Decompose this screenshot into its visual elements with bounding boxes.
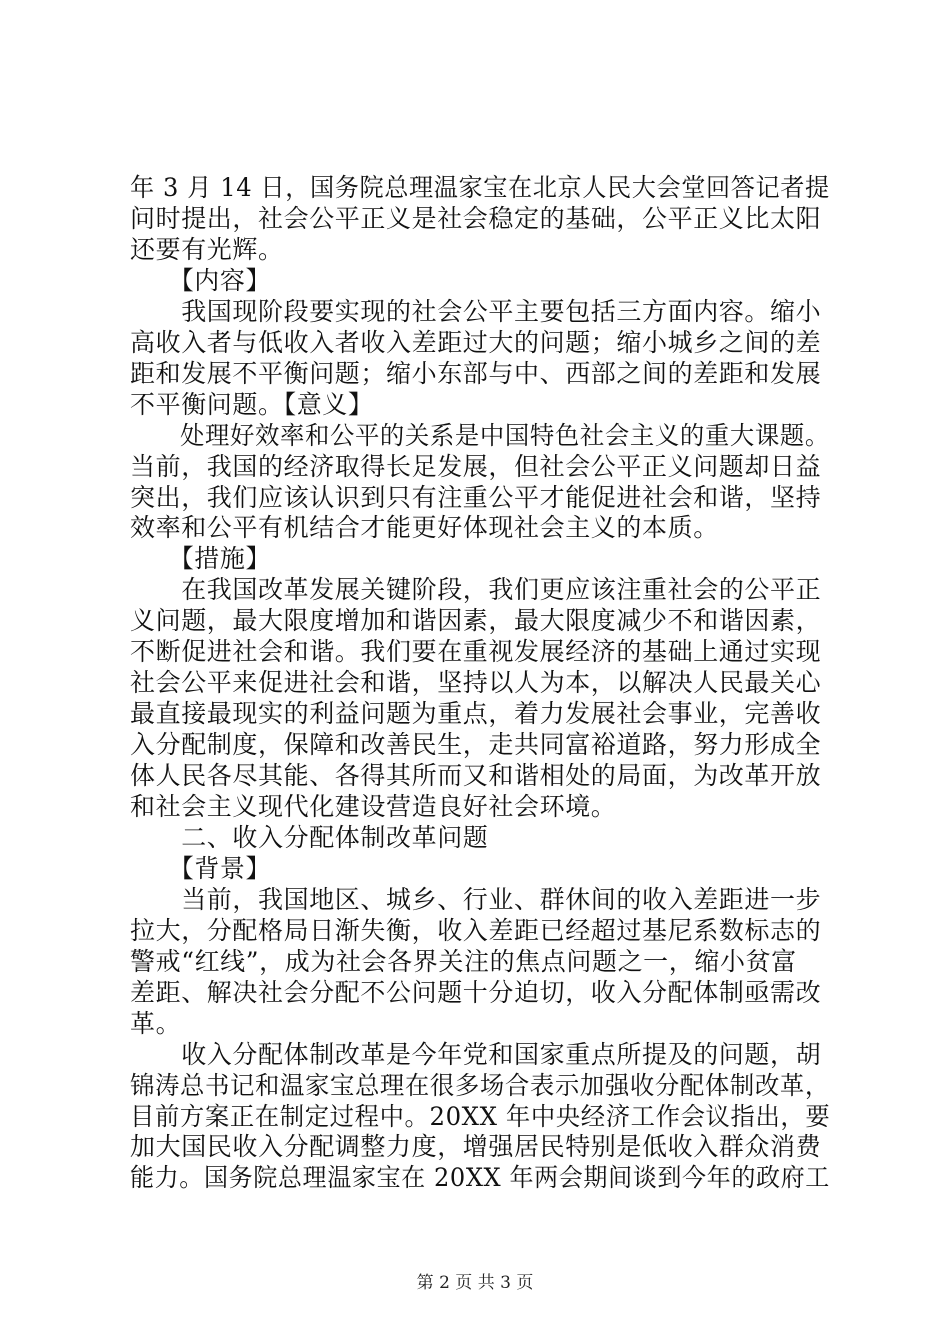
text-line: 距和发展不平衡问题；缩小东部与中、西部之间的差距和发展 xyxy=(130,358,822,388)
text-line: 和社会主义现代化建设营造良好社会环境。 xyxy=(130,792,617,821)
text-line: 【内容】 xyxy=(130,265,272,295)
text-line: 突出，我们应该认识到只有注重公平才能促进社会和谐，坚持 xyxy=(130,482,822,512)
text-line: 目前方案正在制定过程中。20XX 年中央经济工作会议指出，要 xyxy=(130,1101,831,1131)
text-line: 社会公平来促进社会和谐，坚持以人为本，以解决人民最关心 xyxy=(130,668,822,698)
text-line: 不平衡问题。【意义】 xyxy=(130,389,374,419)
text-line: 入分配制度，保障和改善民生，走共同富裕道路，努力形成全 xyxy=(130,730,822,760)
text-line: 义问题，最大限度增加和谐因素，最大限度减少不和谐因素， xyxy=(130,606,822,636)
text-line: 【背景】 xyxy=(130,853,272,883)
text-line: 不断促进社会和谐。我们要在重视发展经济的基础上通过实现 xyxy=(130,637,822,667)
page-footer: 第 2 页 共 3 页 xyxy=(416,1273,534,1293)
text-line: 革。 xyxy=(130,1008,182,1038)
text-line: 能力。国务院总理温家宝在 20XX 年两会期间谈到今年的政府工 xyxy=(130,1163,830,1193)
text-line: 当前，我国的经济取得长足发展，但社会公平正义问题却日益 xyxy=(130,451,822,481)
text-line: 收入分配体制改革是今年党和国家重点所提及的问题，胡 xyxy=(130,1039,822,1069)
text-line: 体人民各尽其能、各得其所而又和谐相处的局面，为改革开放 xyxy=(130,761,822,791)
text-line: 【措施】 xyxy=(130,544,272,574)
text-line: 高收入者与低收入者收入差距过大的问题；缩小城乡之间的差 xyxy=(130,327,822,357)
text-line: 还要有光辉。 xyxy=(130,234,284,264)
text-line: 二、收入分配体制改革问题 xyxy=(130,822,489,852)
text-line: 差距、解决社会分配不公问题十分迫切，收入分配体制亟需改 xyxy=(130,977,822,1007)
text-line: 效率和公平有机结合才能更好体现社会主义的本质。 xyxy=(130,513,719,543)
text-line: 拉大，分配格局日渐失衡，收入差距已经超过基尼系数标志的 xyxy=(130,915,822,945)
text-line: 加大国民收入分配调整力度，增强居民特别是低收入群众消费 xyxy=(130,1132,822,1162)
text-line: 我国现阶段要实现的社会公平主要包括三方面内容。缩小 xyxy=(130,296,822,326)
text-line: 最直接最现实的利益问题为重点，着力发展社会事业，完善收 xyxy=(130,699,822,729)
text-line: 在我国改革发展关键阶段，我们更应该注重社会的公平正 xyxy=(130,575,822,605)
text-line: 锦涛总书记和温家宝总理在很多场合表示加强收分配体制改革， xyxy=(130,1070,830,1100)
text-line: 处理好效率和公平的关系是中国特色社会主义的重大课题。 xyxy=(130,420,830,450)
text-line: 年 3 月 14 日，国务院总理温家宝在北京人民大会堂回答记者提 xyxy=(130,173,830,202)
text-line: 当前，我国地区、城乡、行业、群休间的收入差距进一步 xyxy=(130,884,822,914)
text-line: 问时提出，社会公平正义是社会稳定的基础，公平正义比太阳 xyxy=(130,203,822,233)
text-line: 警戒“红线”，成为社会各界关注的焦点问题之一，缩小贫富 xyxy=(130,946,797,976)
